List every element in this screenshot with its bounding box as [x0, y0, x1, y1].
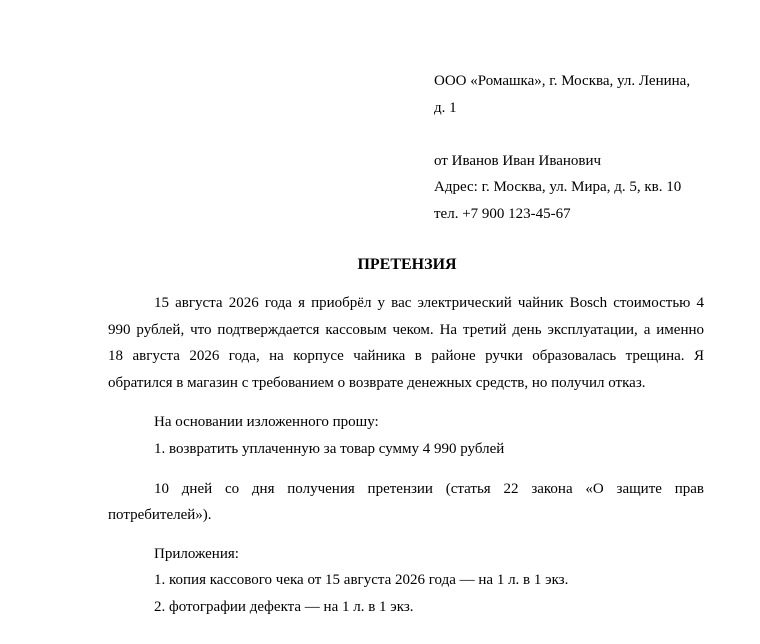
- recipient-line-1: ООО «Ромашка», г. Москва, ул. Ленина,: [434, 73, 691, 89]
- request-item-1: 1. возвратить уплаченную за товар сумму 4 990 рублей: [154, 441, 505, 457]
- sender-address: Адрес: г. Москва, ул. Мира, д. 5, кв. 10: [434, 179, 682, 195]
- sender-name: от Иванов Иван Иванович: [434, 153, 602, 169]
- paragraph1-line-3: 18 августа 2026 года, на корпусе чайника в районе ручки образовалась трещина. Я: [108, 348, 704, 364]
- deadline-line-2: потребителей»).: [108, 507, 212, 523]
- document-title: ПРЕТЕНЗИЯ: [357, 256, 457, 273]
- paragraph1-line-4: обратился в магазин с требованием о возврате денежных средств, но получил отказ.: [108, 375, 646, 391]
- request-intro: На основании изложенного прошу:: [154, 414, 379, 430]
- recipient-line-2: д. 1: [434, 100, 457, 116]
- paragraph1-line-2: 990 рублей, что подтверждается кассовым чеком. На третий день эксплуатации, а именно: [108, 322, 704, 338]
- attachment-item-1: 1. копия кассового чека от 15 августа 2026 года — на 1 л. в 1 экз.: [154, 572, 569, 588]
- attachments-heading: Приложения:: [154, 546, 239, 562]
- deadline-line-1: 10 дней со дня получения претензии (статья 22 закона «О защите прав: [154, 481, 704, 497]
- sender-phone: тел. +7 900 123-45-67: [434, 206, 571, 222]
- paragraph1-line-1: 15 августа 2026 года я приобрёл у вас электрический чайник Bosch стоимостью 4: [154, 295, 704, 311]
- attachment-item-2: 2. фотографии дефекта — на 1 л. в 1 экз.: [154, 599, 414, 615]
